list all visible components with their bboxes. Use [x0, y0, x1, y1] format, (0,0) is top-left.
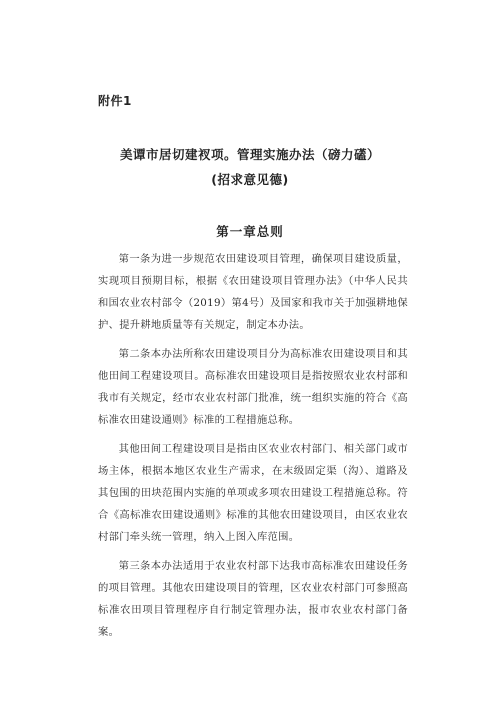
chapter-heading: 第一章总则 [216, 224, 284, 239]
document-subtitle: (招求意见德) [211, 172, 289, 187]
document-body [98, 248, 408, 650]
document-title: 美谭市居切建衩项。管理实施办法（磅力礚） [119, 147, 380, 162]
paragraph-article-2-cont: 其他田间工程建设项目是指由区农业农村部门、相关部门或市场主体，根据本地区农业生产需求，在末级固定渠（沟）、道路及其包围的田块范围内实施的单项或多项农田建设工程措施总称。符合《高标准农田建设通则》标准的其他农田建设项目，由区农业农村部门牵头统一管理，纳入上图入库范围。 [98, 443, 408, 543]
attachment-label: 附件1 [98, 94, 132, 108]
paragraph-article-1: 第一条为进一步规范农田建设项目管理，确保项目建设质量，实现项目预期目标，根据《农田建设项目管理办法》（中华人民共和国农业农村部令（2019）第4号）及国家和我市关于加强耕地保护、提升耕地质量等有关规定，制定本办法。 [98, 253, 408, 331]
paragraph-article-3: 第三条本办法适用于农业农村部下达我市高标准农田建设任务的项目管理。其他农田建设项目的管理，区农业农村部门可参照高标准农田项目管理程序自行制定管理办法，报市农业农村部门备案。 [98, 560, 408, 638]
paragraph-article-2: 第二条本办法所称农田建设项目分为高标准农田建设项目和其他田间工程建设项目。高标准农田建设项目是指按照农业农村部和我市有关规定，经市农业农村部门批准，统一组织实施的符合《高标准农田建设通则》标准的工程措施总称。 [98, 348, 408, 426]
